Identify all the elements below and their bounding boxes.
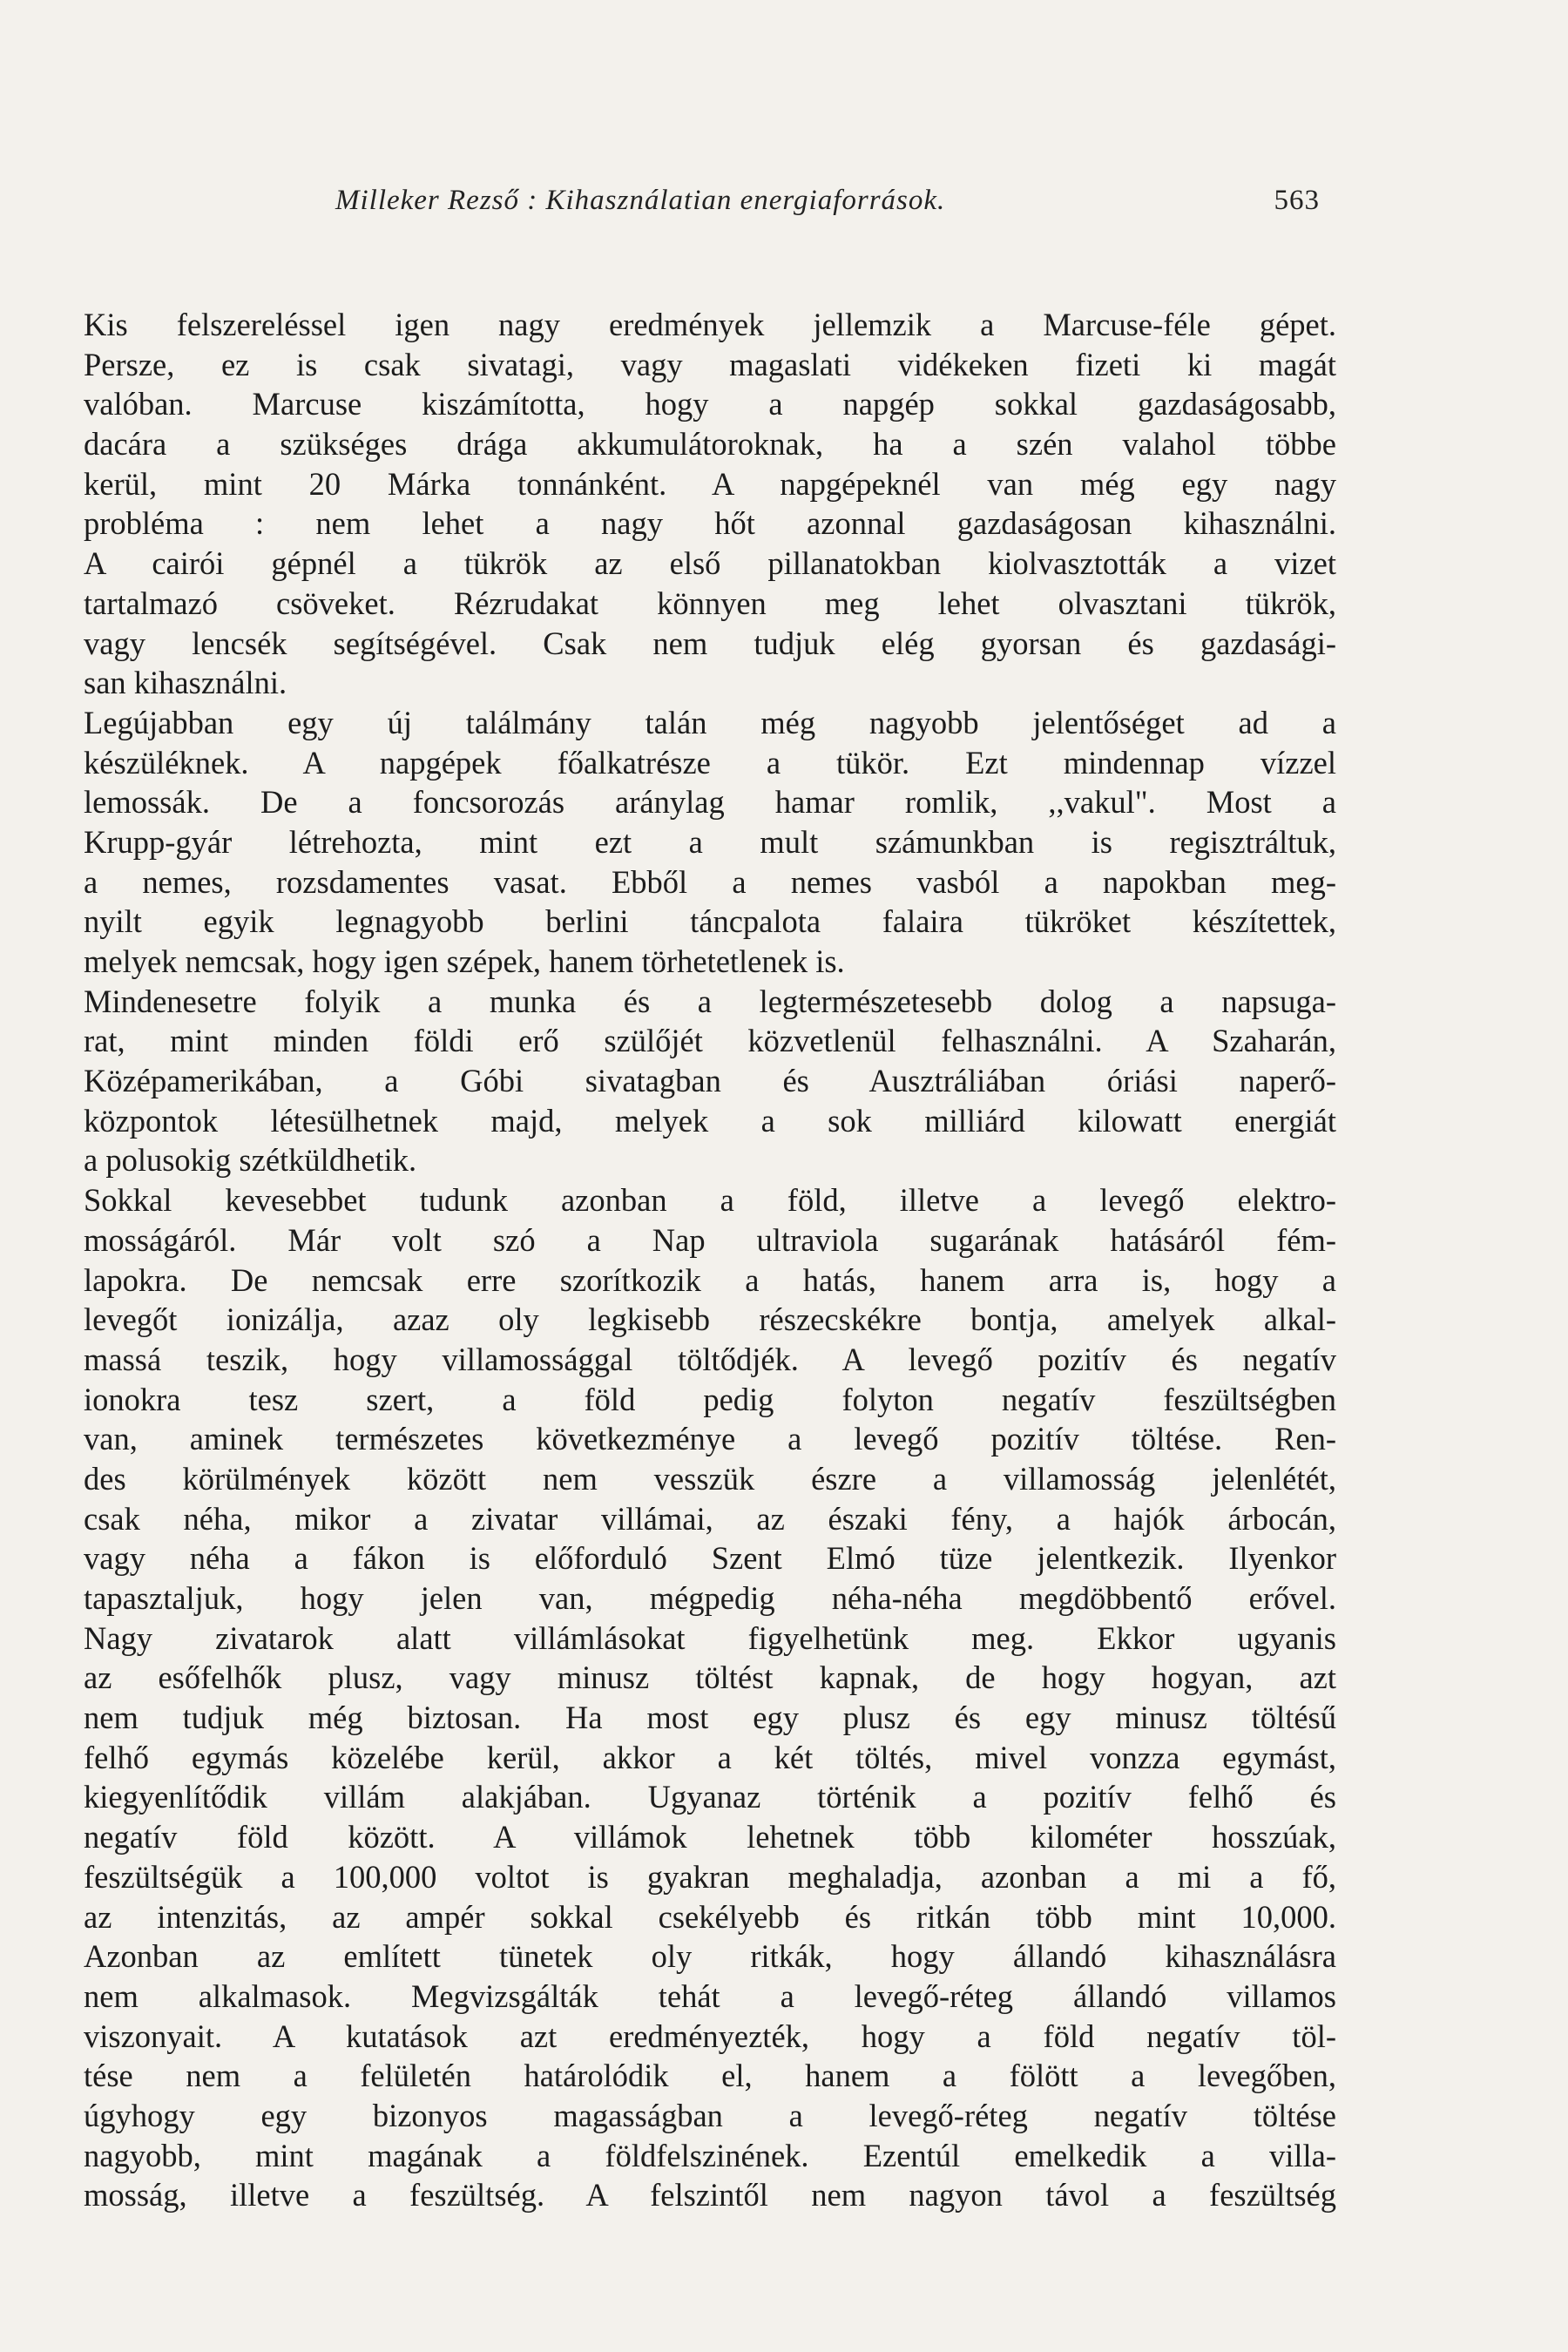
text-line: Persze, ez is csak sivatagi, vagy magaslati vidékeken fizeti ki magát — [84, 346, 1336, 382]
text-line: rat, mint minden földi erő szülőjét közvetlenül felhasználni. A Szaharán, — [84, 1023, 1336, 1059]
text-line: A cairói gépnél a tükrök az első pillanatokban kiolvasztották a vizet — [84, 545, 1336, 582]
text-line: nem tudjuk még biztosan. Ha most egy plusz és egy minusz töltésű — [84, 1700, 1336, 1736]
text-line: valóban. Marcuse kiszámította, hogy a napgép sokkal gazdaságosabb, — [84, 386, 1336, 422]
text-line: feszültségük a 100,000 voltot is gyakran meghaladja, azonban a mi a fő, — [84, 1858, 1336, 1895]
text-line: probléma : nem lehet a nagy hőt azonnal gazdaságosan kihasználni. — [84, 505, 1336, 542]
text-line: Mindenesetre folyik a munka és a legtermészetesebb dolog a napsuga- — [84, 983, 1336, 1019]
text-line: lapokra. De nemcsak erre szorítkozik a hatás, hanem arra is, hogy a — [84, 1261, 1336, 1298]
text-line: negatív föld között. A villámok lehetnek több kilométer hosszúak, — [84, 1819, 1336, 1855]
text-line: tése nem a felületén határolódik el, hanem a fölött a levegőben, — [84, 2058, 1336, 2094]
text-line: ionokra tesz szert, a föld pedig folyton negatív feszültségben — [84, 1381, 1336, 1417]
page-number: 563 — [1274, 185, 1320, 216]
text-line: lemossák. De a foncsorozás aránylag hamar romlik, ,,vakul". Most a — [84, 784, 1336, 821]
text-line: nyilt egyik legnagyobb berlini táncpalota falaira tükröket készítettek, — [84, 903, 1336, 940]
text-line: mosság, illetve a feszültség. A felszintől nem nagyon távol a feszültség — [84, 2177, 1336, 2213]
text-line: vagy lencsék segítségével. Csak nem tudjuk elég gyorsan és gazdasági- — [84, 625, 1336, 661]
text-line: kerül, mint 20 Márka tonnánként. A napgépeknél van még egy nagy — [84, 465, 1336, 502]
text-line: Azonban az említett tünetek oly ritkák, hogy állandó kihasználásra — [84, 1938, 1336, 1975]
text-line: Nagy zivatarok alatt villámlásokat figyelhetünk meg. Ekkor ugyanis — [84, 1619, 1336, 1656]
text-line: csak néha, mikor a zivatar villámai, az északi fény, a hajók árbocán, — [84, 1500, 1336, 1537]
text-line: készüléknek. A napgépek főalkatrésze a tükör. Ezt mindennap vízzel — [84, 744, 1336, 781]
text-line: az intenzitás, az ampér sokkal csekélyebb és ritkán több mint 10,000. — [84, 1898, 1336, 1935]
text-line: vagy néha a fákon is előforduló Szent Elmó tüze jelentkezik. Ilyenkor — [84, 1540, 1336, 1577]
text-line: van, aminek természetes következménye a levegő pozitív töltése. Ren- — [84, 1421, 1336, 1457]
text-line: központok létesülhetnek majd, melyek a sok milliárd kilowatt energiát — [84, 1102, 1336, 1139]
text-line: nagyobb, mint magának a földfelszinének. Ezentúl emelkedik a villa- — [84, 2137, 1336, 2173]
text-line: felhő egymás közelébe kerül, akkor a két töltés, mivel vonzza egymást, — [84, 1739, 1336, 1775]
text-line: viszonyait. A kutatások azt eredményezték, hogy a föld negatív töl- — [84, 2017, 1336, 2054]
text-line: Krupp-gyár létrehozta, mint ezt a mult számunkban is regisztráltuk, — [84, 823, 1336, 860]
text-line: a nemes, rozsdamentes vasat. Ebből a nemes vasból a napokban meg- — [84, 863, 1336, 900]
text-line: tapasztaljuk, hogy jelen van, mégpedig néha-néha megdöbbentő erővel. — [84, 1580, 1336, 1616]
text-line: Kis felszereléssel igen nagy eredmények jellemzik a Marcuse-féle gépet. — [84, 307, 1336, 342]
running-header — [335, 179, 1320, 222]
text-line: Sokkal kevesebbet tudunk azonban a föld, illetve a levegő elektro- — [84, 1182, 1336, 1219]
text-line: az esőfelhők plusz, vagy minusz töltést kapnak, de hogy hogyan, azt — [84, 1659, 1336, 1696]
text-line: kiegyenlítődik villám alakjában. Ugyanaz történik a pozitív felhő és — [84, 1779, 1336, 1815]
body-text — [84, 305, 1336, 2215]
text-line: massá teszik, hogy villamossággal töltődjék. A levegő pozitív és negatív — [84, 1341, 1336, 1377]
text-line: a polusokig szétküldhetik. — [84, 1142, 417, 1179]
text-line: tartalmazó csöveket. Rézrudakat könnyen meg lehet olvasztani tükrök, — [84, 585, 1336, 621]
text-line: Középamerikában, a Góbi sivatagban és Ausztráliában óriási naperő- — [84, 1063, 1336, 1099]
text-line: mosságáról. Már volt szó a Nap ultraviola sugarának hatásáról fém- — [84, 1221, 1336, 1258]
running-title: Milleker Rezső : Kihasználatian energiaforrások. — [335, 185, 946, 216]
text-line: san kihasználni. — [84, 665, 287, 701]
text-line: nem alkalmasok. Megvizsgálták tehát a levegő-réteg állandó villamos — [84, 1977, 1336, 2014]
text-line: Legújabban egy új találmány talán még nagyobb jelentőséget ad a — [84, 704, 1336, 740]
text-line: melyek nemcsak, hogy igen szépek, hanem törhetetlenek is. — [84, 943, 845, 979]
text-line: dacára a szükséges drága akkumulátoroknak, ha a szén valahol többe — [84, 426, 1336, 463]
text-line: des körülmények között nem vesszük észre a villamosság jelenlétét, — [84, 1460, 1336, 1497]
text-line: úgyhogy egy bizonyos magasságban a levegő-réteg negatív töltése — [84, 2097, 1336, 2133]
text-line: levegőt ionizálja, azaz oly legkisebb részecskékre bontja, amelyek alkal- — [84, 1301, 1336, 1338]
